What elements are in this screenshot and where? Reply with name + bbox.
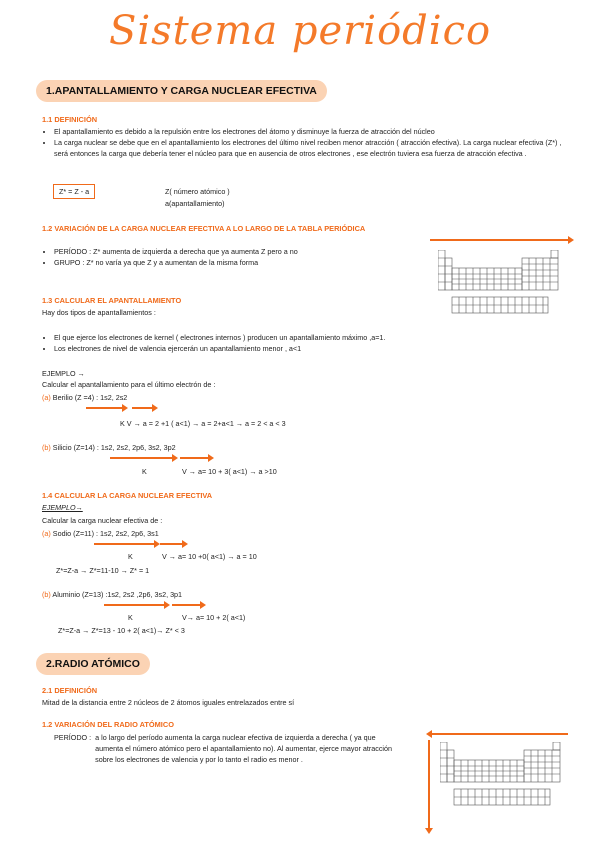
s14-arrow-a-k [94, 543, 156, 545]
s22-bullet-text: a lo largo del período aumenta la carga nuclear efectiva de izquierda a derecha ( ya que aumenta el número atómico pero el apantallamiento no). Al aumentar, ejerce mayor atracción sobre los electrones de valencia y por lo tanto el radio es menor . [95, 733, 393, 764]
s13-example-intro: Calcular el apantallamiento para el último electrón de : [42, 380, 216, 389]
s14-arrow-b-v [172, 604, 202, 606]
s12-bullets [42, 246, 422, 268]
s12-bullet-1: • PERÍODO : Z* aumenta de izquierda a derecha que ya aumenta Z pero a no [54, 246, 422, 257]
periodic-table-icon-2 [440, 742, 564, 810]
s11-bullet-1: • El apantallamiento es debido a la repulsión entre los electrones del átomo y disminuye la fuerza de atracción del núcleo [54, 126, 572, 137]
s14-heading: 1.4 CALCULAR LA CARGA NUCLEAR EFECTIVA [42, 491, 213, 500]
s14-ex-b-text: Aluminio (Z=13) :1s2, 2s2 ,2p6, 3s2, 3p1 [52, 590, 183, 599]
s14-arrow-b-k [104, 604, 166, 606]
s11-bullet-2: • La carga nuclear se debe que en el apantallamiento los electrones del último nivel reciben menor atracción ( atracción efectiva). La carga nuclear efectiva (Z*) , será entonces la carga que debería tener el núcleo para que en ausencia de otros electrones , ese electrón tuviera esa fuerza de atracción efectiva . [54, 137, 572, 159]
s14-ex-b [42, 589, 182, 600]
s14-ex-a-k: K [128, 552, 133, 561]
s13-arrow-b-k [110, 457, 174, 459]
s13-arrow-k [86, 407, 124, 409]
s14-ex-b-calc: V→ a= 10 + 2( a<1) [182, 613, 246, 622]
s13-ex-a-letter: (a) [42, 393, 51, 402]
legend-a: a(apantallamiento) [165, 199, 225, 208]
s14-ex-a-result: Z*=Z-a → Z*=11-10 → Z* = 1 [56, 566, 150, 575]
s14-ex-a-letter: (a) [42, 529, 51, 538]
s13-heading: 1.3 CALCULAR EL APANTALLAMIENTO [42, 296, 182, 305]
s13-arrow-v [132, 407, 154, 409]
s14-arrow-a-v [160, 543, 184, 545]
s12-heading: 1.2 VARIACIÓN DE LA CARGA NUCLEAR EFECTIVA A LO LARGO DE LA TABLA PERIÓDICA [42, 224, 366, 233]
radius-period-arrow [430, 733, 568, 735]
s13-bullets [42, 332, 572, 354]
legend-z: Z( número atómico ) [165, 187, 230, 196]
s13-example-label: EJEMPLO → [42, 369, 85, 378]
radius-group-arrow [428, 740, 430, 832]
s13-ex-b-text: Silicio (Z=14) : 1s2, 2s2, 2p6, 3s2, 3p2 [52, 443, 176, 452]
s14-ex-b-k: K [128, 613, 133, 622]
s13-ex-a [42, 392, 127, 403]
s13-bullet-2: • Los electrones de nivel de valencia ejercerán un apantallamiento menor , a<1 [54, 343, 572, 354]
s13-ex-b [42, 442, 176, 453]
s13-ex-b-calc: V → a= 10 + 3( a<1) → a >10 [182, 467, 277, 476]
s11-bullets [42, 126, 572, 159]
s14-ex-a-calc: V → a= 10 +0( a<1) → a = 10 [162, 552, 257, 561]
s21-text: Mitad de la distancia entre 2 núcleos de 2 átomos iguales entrelazados entre sí [42, 698, 295, 707]
s13-arrow-b-v [180, 457, 210, 459]
s22-bullet [42, 732, 402, 765]
s14-ex-b-letter: (b) [42, 590, 51, 599]
radius-group-arrowhead [425, 828, 433, 834]
s14-ex-a [42, 528, 159, 539]
s22-bullet-label: PERÍODO : [54, 733, 92, 742]
formula-box: Z* = Z - a [53, 184, 95, 199]
periodic-table-icon-1 [438, 250, 562, 318]
s13-intro: Hay dos tipos de apantallamientos : [42, 308, 156, 317]
s13-bullet-1: • El que ejerce los electrones de kernel ( electrones internos ) producen un apantallamiento máximo ,a=1. [54, 332, 572, 343]
s14-ex-a-text: Sodio (Z=11) : 1s2, 2s2, 2p6, 3s1 [52, 529, 159, 538]
s13-ex-a-calc: K V → a = 2 +1 ( a<1) → a = 2+a<1 → a = 2 < a < 3 [120, 419, 286, 428]
period-arrow [430, 239, 570, 241]
s21-heading: 2.1 DEFINICIÓN [42, 686, 98, 695]
s11-heading: 1.1 DEFINICIÓN [42, 115, 98, 124]
s22-bullet-1 [54, 732, 402, 765]
s13-ex-b-letter: (b) [42, 443, 51, 452]
s14-example-intro: Calcular la carga nuclear efectiva de : [42, 516, 163, 525]
section-1-heading: 1.APANTALLAMIENTO Y CARGA NUCLEAR EFECTIVA [36, 80, 327, 102]
s14-ex-b-result: Z*=Z-a → Z*=13 - 10 + 2( a<1)→ Z* < 3 [58, 626, 185, 635]
s14-example-label: EJEMPLO→ [42, 503, 83, 512]
section-2-heading: 2.RADIO ATÓMICO [36, 653, 150, 675]
s12-bullet-2: • GRUPO : Z* no varía ya que Z y a aumentan de la misma forma [54, 257, 422, 268]
s22-heading: 1.2 VARIACIÓN DEL RADIO ATÓMICO [42, 720, 174, 729]
s13-ex-a-text: Berilio (Z =4) : 1s2, 2s2 [52, 393, 128, 402]
s13-ex-b-k: K [142, 467, 147, 476]
page-title: Sistema periódico [108, 8, 492, 54]
